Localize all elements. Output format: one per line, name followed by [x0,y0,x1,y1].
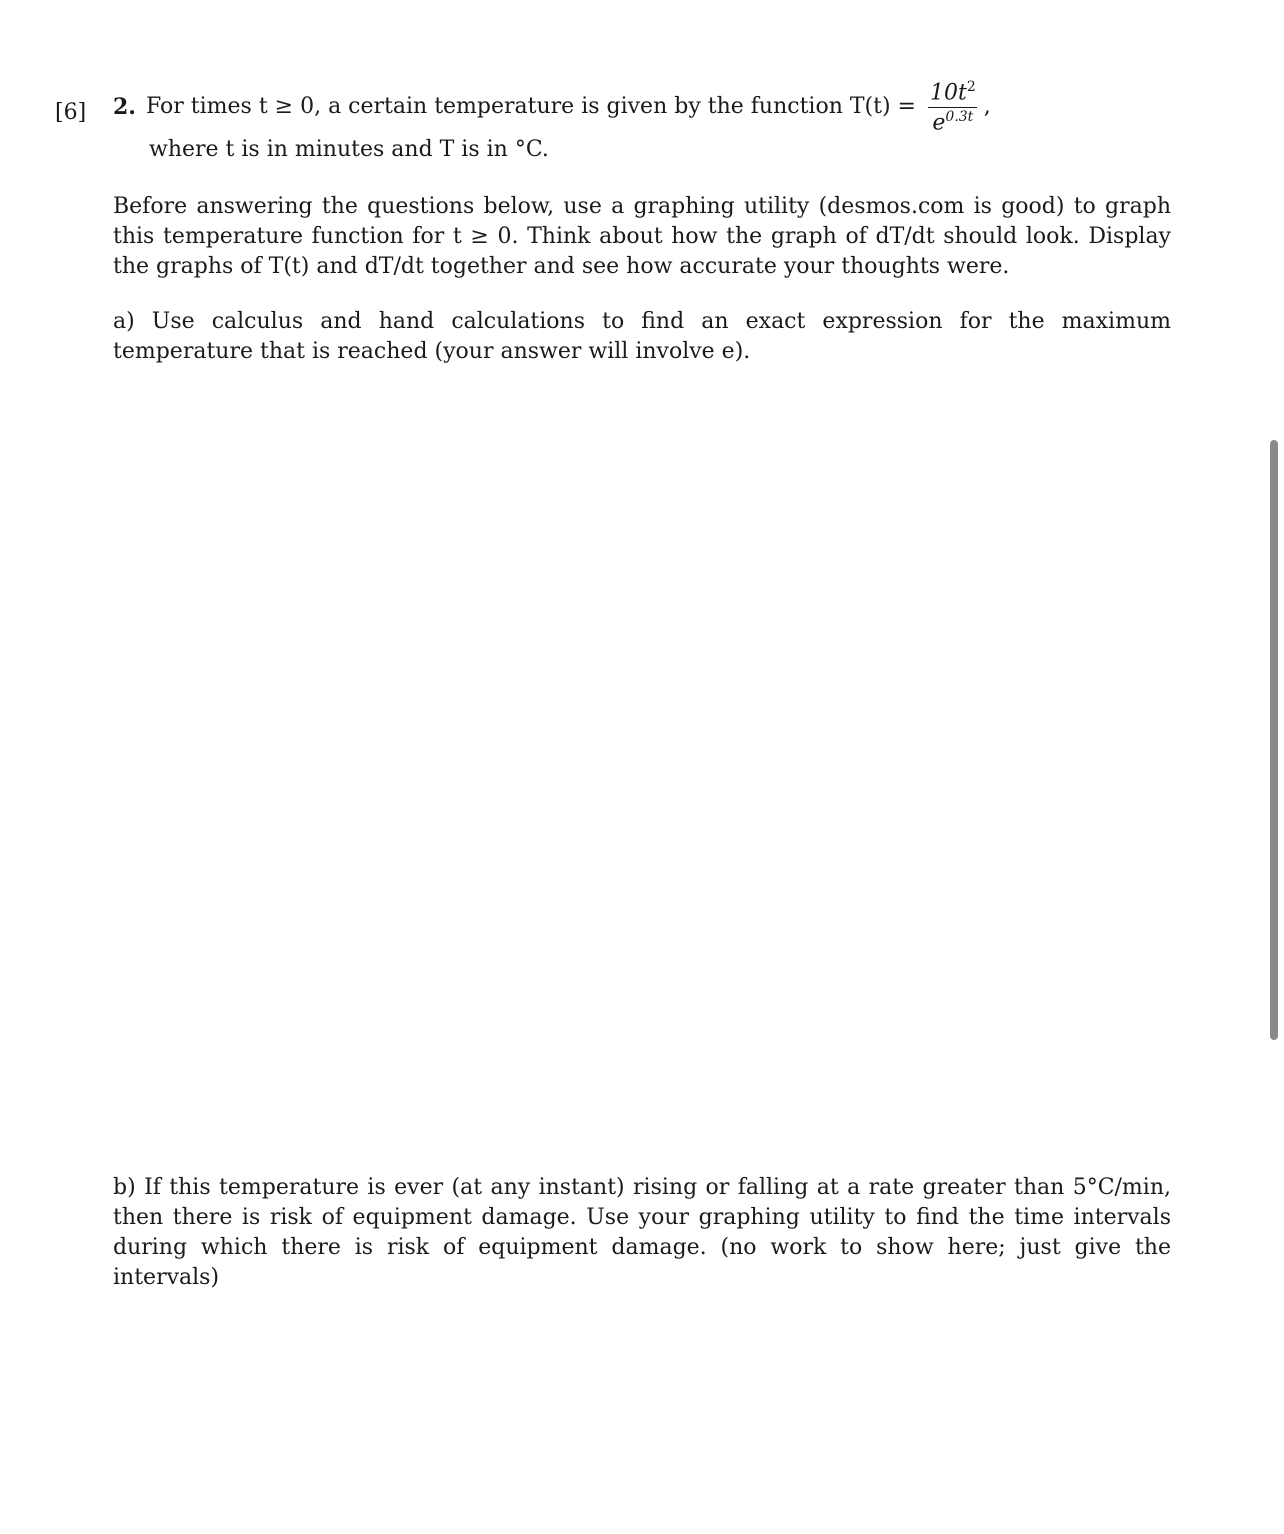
question-line-1 [113,80,1173,135]
part-b-answer-space [113,1275,1171,1515]
question-header [113,80,1173,169]
formula-numerator: $10t^2$ [929,79,976,106]
question-line-2: where t is in minutes and T is in °C. [149,136,549,162]
vertical-scrollbar[interactable] [1270,440,1278,1040]
question-text: For times t ≥ 0, a certain temperature is given by the function T(t) = [145,94,916,120]
intro-paragraph: Before answering the questions below, use a graphing utility (desmos.com is good) to graph this temperature function for t ≥ 0. Think about how the graph of dT/dt should look. Display the graphs of T(t) and dT/dt together and see how accurate your thoughts were. [113,194,1171,279]
formula-trailing-comma: , [983,94,991,120]
formula-denominator: $e^{0.3t}$ [928,107,977,134]
question-marks: [6] [55,100,87,125]
part-a-prompt: a) Use calculus and hand calculations to find an exact expression for the maximum temperature that is reached (your answer will involve e). [113,309,1171,364]
part-b-prompt: b) If this temperature is ever (at any instant) rising or falling at a rate greater than 5°C/min, then there is risk of equipment damage. Use your graphing utility to find the time intervals during which there is risk of equipment damage. (no work to show here; just give the intervals) [113,1175,1171,1290]
question-number: 2. [113,94,136,121]
temperature-formula [926,80,980,135]
part-a-answer-space [113,380,1171,1150]
